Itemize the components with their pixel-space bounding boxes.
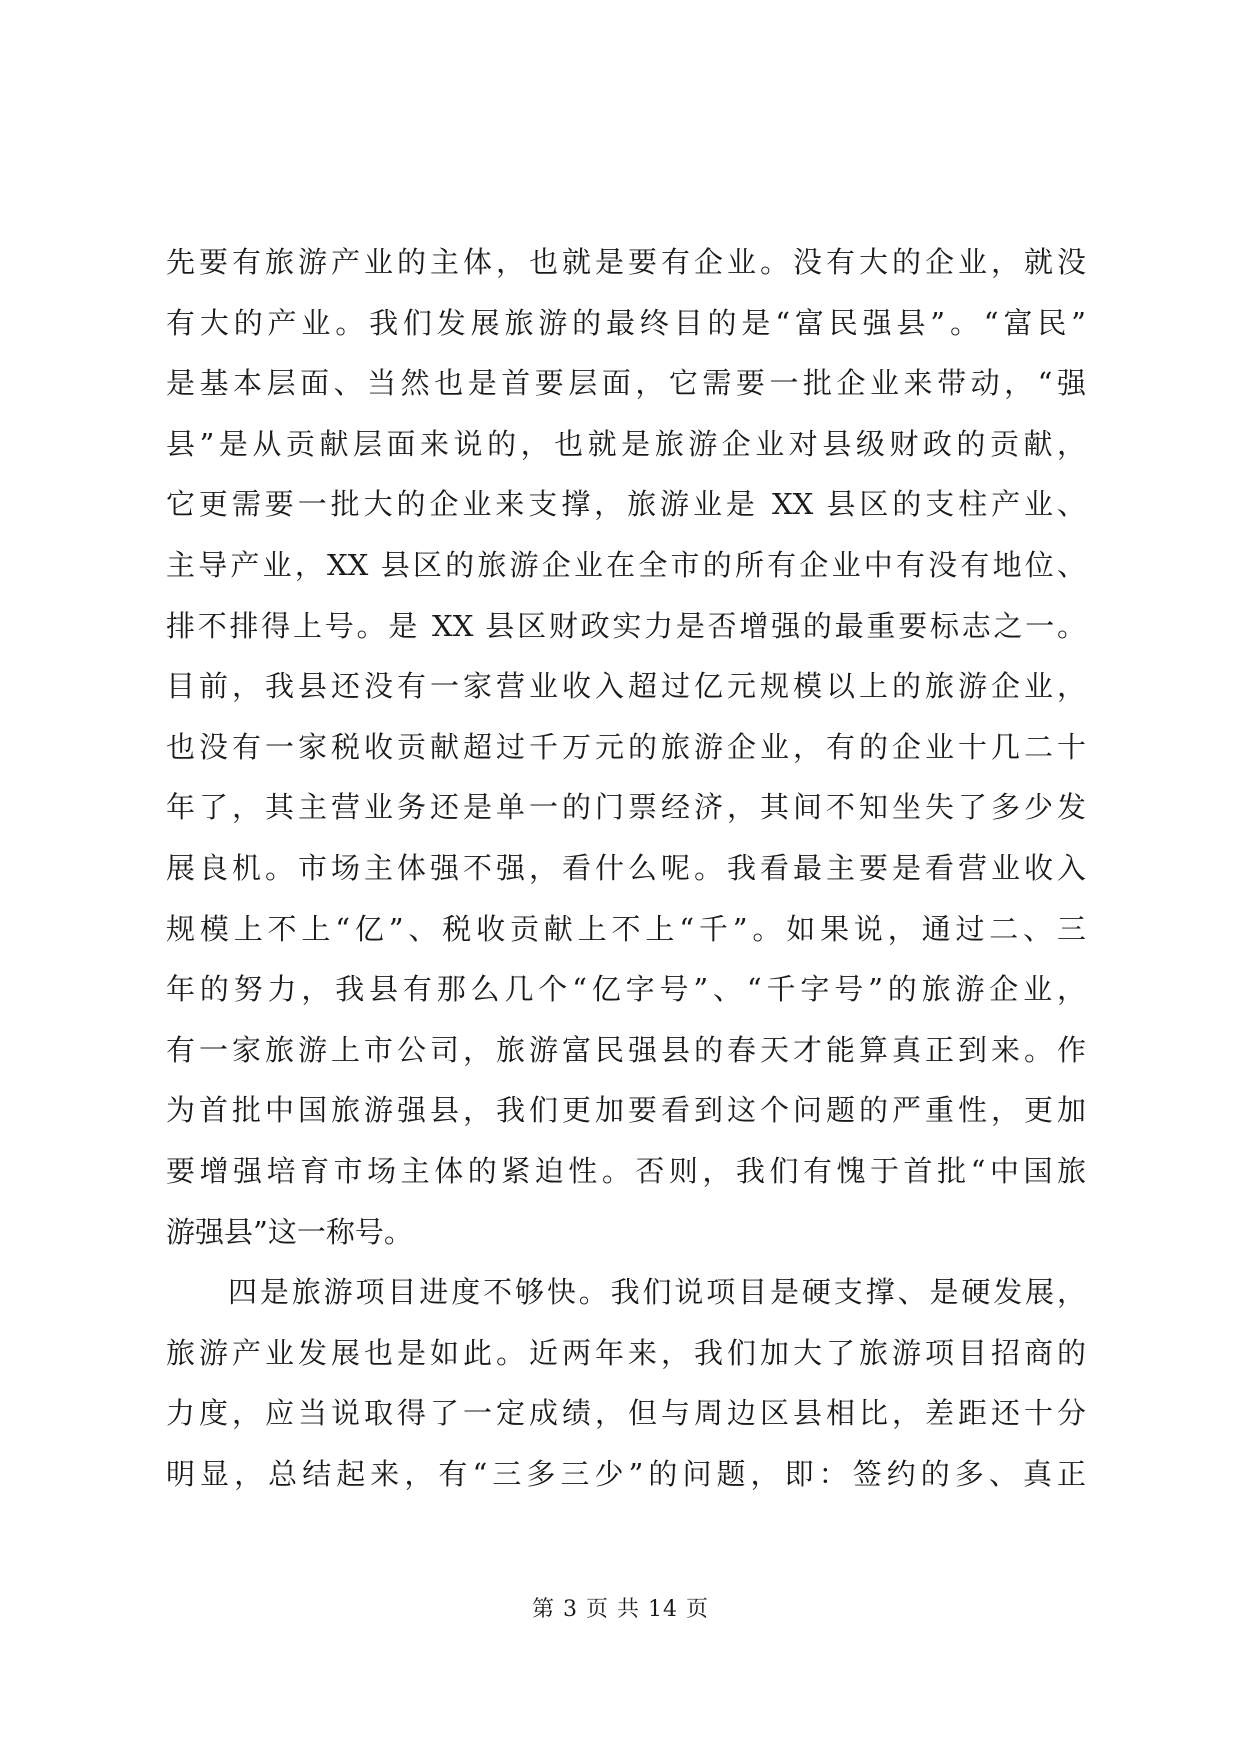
text-line: 也没有一家税收贡献超过千万元的旅游企业，有的企业十几二十 xyxy=(166,729,1086,764)
paragraph-1 xyxy=(166,232,1086,1262)
body-text xyxy=(166,232,1086,1504)
text-line: 年的努力，我县有那么几个“亿字号”、“千字号”的旅游企业， xyxy=(166,972,1086,1007)
text-line: 排不排得上号。是 XX 县区财政实力是否增强的最重要标志之一。 xyxy=(166,608,1086,643)
text-line: 游强县”这一称号。 xyxy=(166,1214,413,1249)
text-line: 主导产业，XX 县区的旅游企业在全市的所有企业中有没有地位、 xyxy=(166,547,1086,582)
text-line: 要增强培育市场主体的紧迫性。否则，我们有愧于首批“中国旅 xyxy=(166,1153,1086,1188)
page-number-footer: 第 3 页 共 14 页 xyxy=(532,1597,709,1622)
text-line: 是基本层面、当然也是首要层面，它需要一批企业来带动，“强 xyxy=(166,366,1086,401)
text-line: 先要有旅游产业的主体，也就是要有企业。没有大的企业，就没 xyxy=(166,245,1086,279)
text-line: 旅游产业发展也是如此。近两年来，我们加大了旅游项目招商的 xyxy=(166,1335,1086,1370)
text-line: 展良机。市场主体强不强，看什么呢。我看最主要是看营业收入 xyxy=(166,850,1086,885)
text-line: 明显，总结起来，有“三多三少”的问题，即：签约的多、真正 xyxy=(166,1456,1086,1491)
text-line: 四是旅游项目进度不够快。我们说项目是硬支撑、是硬发展， xyxy=(228,1275,1086,1310)
text-line: 它更需要一批大的企业来支撑，旅游业是 XX 县区的支柱产业、 xyxy=(166,487,1086,522)
text-line: 年了，其主营业务还是单一的门票经济，其间不知坐失了多少发 xyxy=(166,790,1086,825)
text-line: 有大的产业。我们发展旅游的最终目的是“富民强县”。“富民” xyxy=(166,305,1086,340)
text-line: 目前，我县还没有一家营业收入超过亿元规模以上的旅游企业， xyxy=(166,669,1086,704)
text-line: 县”是从贡献层面来说的，也就是旅游企业对县级财政的贡献， xyxy=(166,426,1086,461)
text-line: 规模上不上“亿”、税收贡献上不上“千”。如果说，通过二、三 xyxy=(166,911,1086,946)
paragraph-2 xyxy=(166,1262,1086,1504)
text-line: 为首批中国旅游强县，我们更加要看到这个问题的严重性，更加 xyxy=(166,1093,1086,1128)
text-line: 力度，应当说取得了一定成绩，但与周边区县相比，差距还十分 xyxy=(166,1396,1086,1431)
text-line: 有一家旅游上市公司，旅游富民强县的春天才能算真正到来。作 xyxy=(166,1032,1086,1067)
